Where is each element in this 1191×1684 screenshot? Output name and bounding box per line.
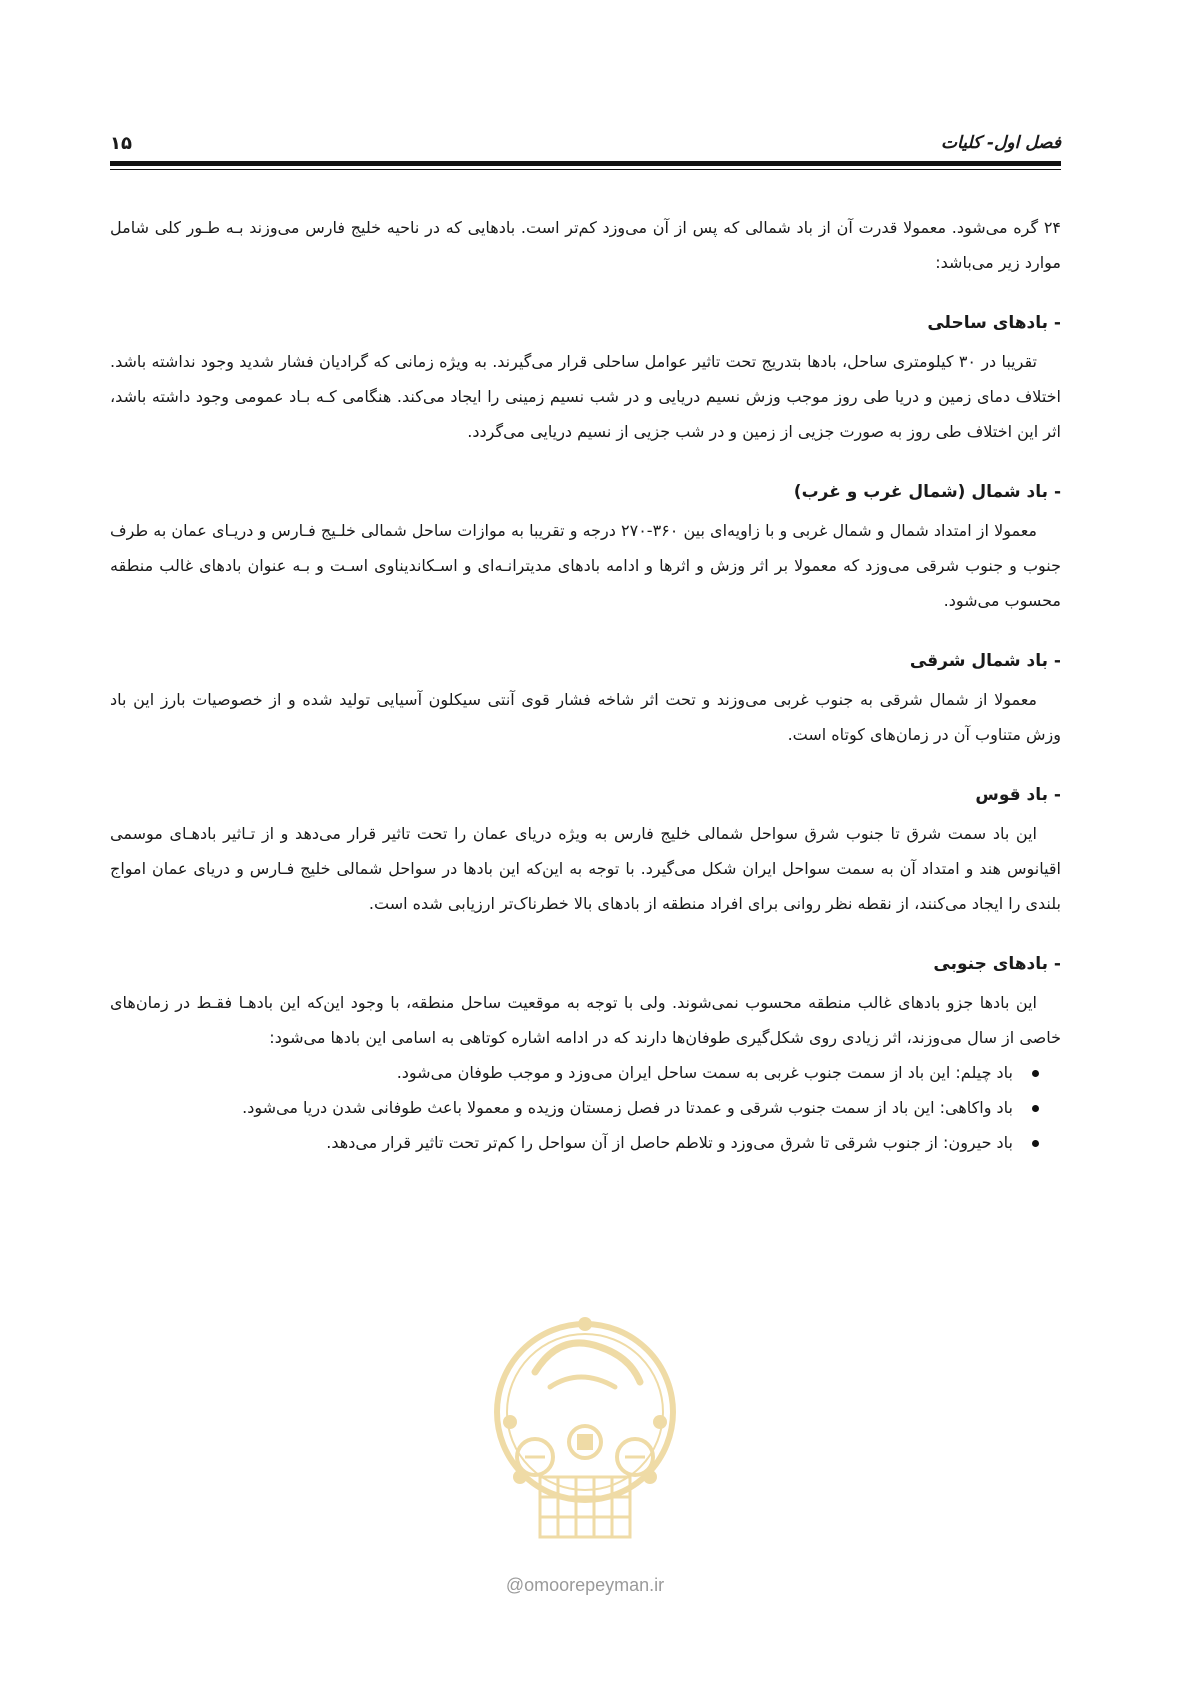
list-item: باد چیلم: این باد از سمت جنوب غربی به سمت ساحل ایران می‌وزد و موجب طوفان می‌شود.: [110, 1055, 1013, 1090]
header-rule: [110, 161, 1061, 166]
section-heading-southern: - بادهای جنوبی: [933, 954, 1061, 974]
chapter-title: فصل اول- کلیات: [941, 133, 1061, 153]
section-heading-shamal: - باد شمال (شمال غرب و غرب): [793, 482, 1061, 502]
watermark-logo: [480, 1312, 690, 1562]
list-item: باد حیرون: از جنوب شرقی تا شرق می‌وزد و تلاطم حاصل از آن سواحل را کم‌تر تحت تاثیر قرار می‌دهد.: [110, 1125, 1013, 1160]
section-body-qaus: این باد سمت شرق تا جنوب شرق سواحل شمالی خلیج فارس به ویژه دریای عمان را تحت تاثیر قرار می‌دهد و از تـاثیر بادهـای موسمی اقیانوس هند و امتداد آن به سمت سواحل ایران شکل می‌گیرد. با توجه به این‌که این بادها در سواحل شمالی خلیج فـارس و دریای عمان امواج بلندی را ایجاد می‌کنند، از نقطه نظر روانی برای افراد منطقه از بادهای بالا خطرناک‌تر ارزیابی شده است.: [110, 824, 1061, 913]
seal-icon: [480, 1312, 690, 1562]
page-number: ۱۵: [110, 132, 132, 154]
section-heading-northeast: - باد شمال شرقی: [909, 651, 1061, 671]
section-body-shamal: معمولا از امتداد شمال و شمال غربی و با زاویه‌ای بین ۳۶۰-۲۷۰ درجه و تقریبا به موازات ساحل شمالی خلـیج فـارس و دریـای عمان به طرف جنوب و جنوب شرقی می‌وزد که معمولا بر اثر وزش و اثرها و ادامه بادهای مدیترانـه‌ای و اسـکاندیناوی اسـت و بـه عنوان بادهای غالب منطقه محسوب می‌شود.: [110, 521, 1061, 610]
section-body-coastal: تقریبا در ۳۰ کیلومتری ساحل، بادها بتدریج تحت تاثیر عوامل ساحلی قرار می‌گیرند. به ویژه زمانی که گرادیان فشار شدید وجود نداشته باشد. اختلاف دمای زمین و دریا طی روز موجب وزش نسیم دریایی و در شب نسیم زمینی را ایجاد می‌کند. هنگامی کـه بـاد عمومی وجود داشته باشد، اثر این اختلاف طی روز به صورت جزیی از زمین و در شب جزیی از نسیم دریایی می‌گردد.: [110, 352, 1061, 441]
list-item: باد واکاهی: این باد از سمت جنوب شرقی و عمدتا در فصل زمستان وزیده و معمولا باعث طوفانی شدن دریا می‌شود.: [110, 1090, 1013, 1125]
wind-list: [110, 1055, 1061, 1160]
intro-paragraph: ۲۴ گره می‌شود. معمولا قدرت آن از باد شمالی که پس از آن می‌وزد کم‌تر است. بادهایی که در ناحیه خلیج فارس می‌وزند بـه طـور کلی شامل موارد زیر می‌باشد:: [110, 218, 1061, 272]
section-heading-qaus: - باد قوس: [975, 785, 1061, 805]
header-rule-thin: [110, 169, 1061, 170]
page-header: [110, 128, 1061, 158]
section-heading-coastal: - بادهای ساحلی: [927, 313, 1061, 333]
section-body-northeast: معمولا از شمال شرقی به جنوب غربی می‌وزند و تحت اثر شاخه فشار قوی آنتی سیکلون آسیایی تولید شده و از خصوصیات بارز این باد وزش متناوب آن در زمان‌های کوتاه است.: [110, 690, 1061, 744]
watermark-url: @omoorepeyman.ir: [505, 1575, 665, 1595]
section-body-southern: این بادها جزو بادهای غالب منطقه محسوب نمی‌شوند. ولی با توجه به موقعیت ساحل منطقه، با وجود این‌که این بادهـا فقـط در زمان‌های خاصی از سال می‌وزند، اثر زیادی روی شکل‌گیری طوفان‌ها دارند که در ادامه اشاره کوتاهی به اسامی این بادها می‌شود:: [110, 993, 1061, 1047]
page-body: [110, 210, 1061, 1160]
